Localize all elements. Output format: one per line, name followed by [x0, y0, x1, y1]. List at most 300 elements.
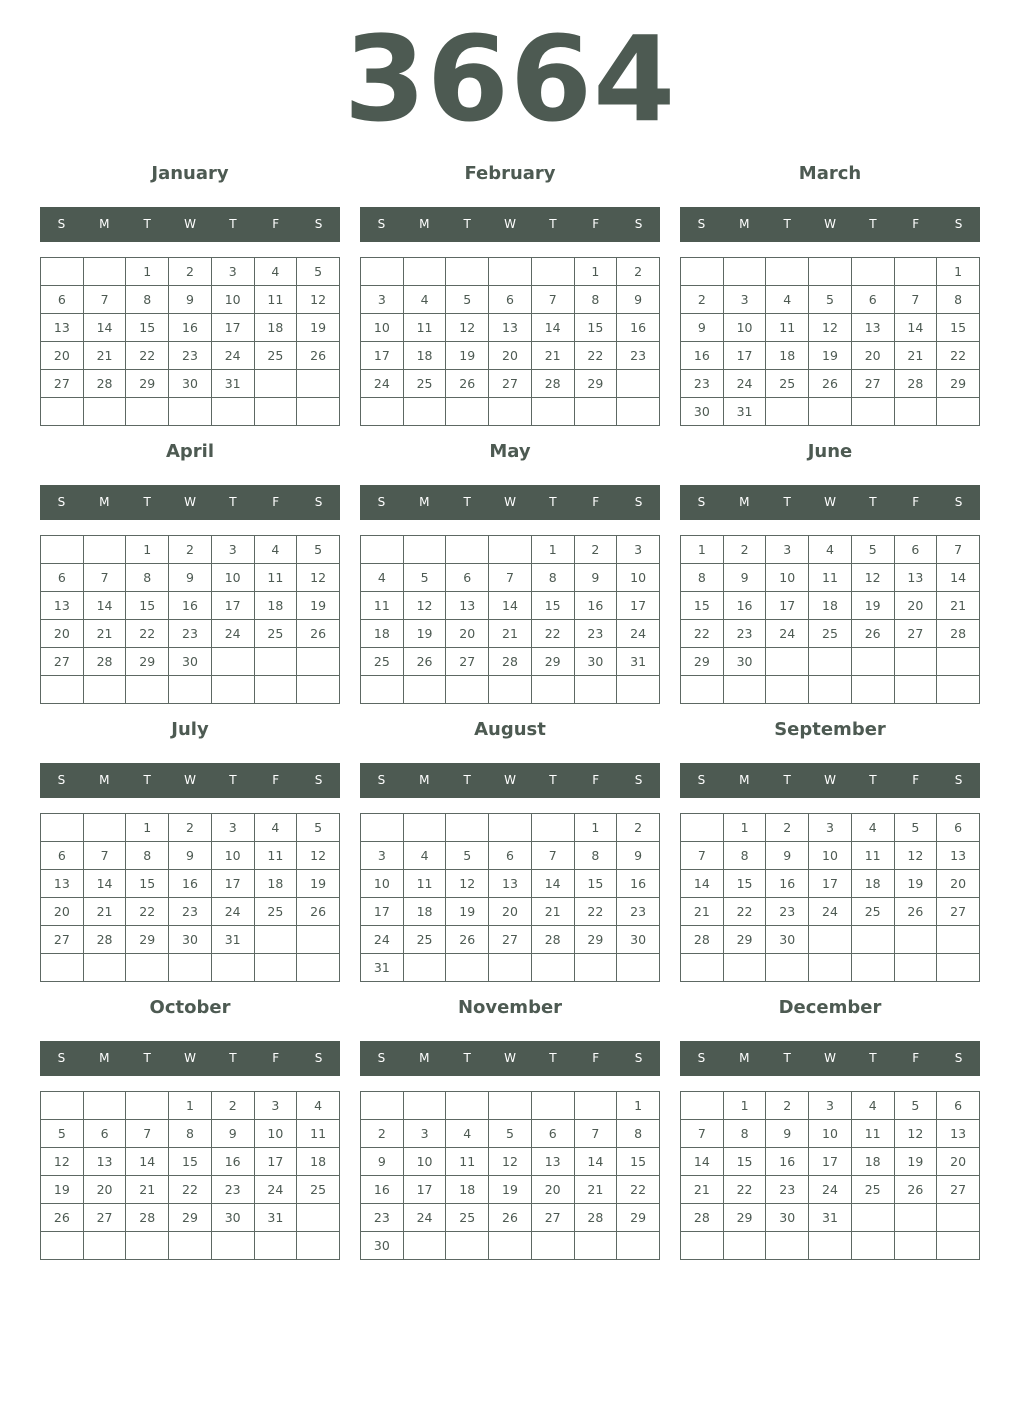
empty-day-cell — [254, 954, 297, 982]
day-cell: 10 — [809, 1120, 852, 1148]
day-cell: 30 — [169, 926, 212, 954]
empty-day-cell — [211, 676, 254, 704]
week-row — [361, 1092, 660, 1120]
day-grid — [40, 535, 340, 704]
empty-day-cell — [41, 1232, 84, 1260]
empty-day-cell — [403, 676, 446, 704]
weekday-label: F — [272, 217, 280, 231]
weekday-label: T — [463, 1051, 471, 1065]
empty-day-cell — [361, 1092, 404, 1120]
day-cell: 15 — [126, 592, 169, 620]
weekday-label: M — [419, 1051, 430, 1065]
weekday-label: T — [869, 495, 877, 509]
day-cell: 28 — [489, 648, 532, 676]
day-cell: 7 — [489, 564, 532, 592]
weekday-label: T — [463, 773, 471, 787]
empty-day-cell — [446, 398, 489, 426]
week-row — [681, 1204, 980, 1232]
empty-day-cell — [446, 676, 489, 704]
day-cell: 8 — [126, 286, 169, 314]
day-cell: 15 — [126, 314, 169, 342]
day-grid — [360, 257, 660, 426]
week-row — [681, 1176, 980, 1204]
empty-day-cell — [617, 1232, 660, 1260]
day-cell: 29 — [681, 648, 724, 676]
day-cell: 4 — [446, 1120, 489, 1148]
empty-day-cell — [446, 814, 489, 842]
day-cell: 18 — [446, 1176, 489, 1204]
day-cell: 12 — [403, 592, 446, 620]
empty-day-cell — [489, 536, 532, 564]
weekday-label: T — [143, 773, 151, 787]
day-cell: 18 — [851, 1148, 894, 1176]
day-cell: 20 — [531, 1176, 574, 1204]
day-grid — [40, 257, 340, 426]
week-row — [41, 926, 340, 954]
empty-day-cell — [403, 258, 446, 286]
weekday-header — [360, 763, 660, 798]
day-grid — [360, 1091, 660, 1260]
day-grid — [40, 813, 340, 982]
day-cell: 18 — [361, 620, 404, 648]
empty-day-cell — [681, 258, 724, 286]
weekday-label: T — [783, 1051, 791, 1065]
day-cell: 8 — [574, 286, 617, 314]
weekday-label: F — [272, 1051, 280, 1065]
empty-day-cell — [169, 1232, 212, 1260]
empty-day-cell — [169, 676, 212, 704]
day-cell: 5 — [41, 1120, 84, 1148]
weekday-label: W — [184, 773, 196, 787]
day-cell: 2 — [681, 286, 724, 314]
day-cell: 23 — [723, 620, 766, 648]
week-row — [681, 676, 980, 704]
weekday-label: T — [463, 495, 471, 509]
weekday-label: S — [377, 217, 386, 231]
week-row — [681, 620, 980, 648]
week-row — [361, 814, 660, 842]
day-cell: 9 — [766, 1120, 809, 1148]
empty-day-cell — [41, 258, 84, 286]
day-cell: 7 — [937, 536, 980, 564]
day-cell: 15 — [723, 870, 766, 898]
day-cell: 21 — [83, 620, 126, 648]
day-grid — [360, 535, 660, 704]
day-cell: 18 — [403, 342, 446, 370]
empty-day-cell — [574, 1232, 617, 1260]
weekday-label: S — [57, 1051, 66, 1065]
week-row — [361, 258, 660, 286]
day-cell: 24 — [361, 926, 404, 954]
week-row — [361, 648, 660, 676]
week-row — [681, 1148, 980, 1176]
day-cell: 12 — [851, 564, 894, 592]
day-cell: 1 — [574, 258, 617, 286]
empty-day-cell — [894, 258, 937, 286]
day-cell: 17 — [211, 314, 254, 342]
day-cell: 11 — [446, 1148, 489, 1176]
day-cell: 4 — [254, 536, 297, 564]
empty-day-cell — [617, 676, 660, 704]
week-row — [681, 1232, 980, 1260]
empty-day-cell — [361, 676, 404, 704]
day-cell: 4 — [403, 286, 446, 314]
empty-day-cell — [489, 398, 532, 426]
day-cell: 14 — [83, 314, 126, 342]
day-cell: 30 — [361, 1232, 404, 1260]
week-row — [681, 814, 980, 842]
empty-day-cell — [126, 1232, 169, 1260]
weekday-header — [360, 1041, 660, 1076]
day-cell: 5 — [851, 536, 894, 564]
day-cell: 24 — [211, 342, 254, 370]
day-cell: 5 — [894, 814, 937, 842]
day-grid — [40, 1091, 340, 1260]
weekday-label: M — [739, 1051, 750, 1065]
week-row — [681, 314, 980, 342]
day-cell: 28 — [574, 1204, 617, 1232]
empty-day-cell — [83, 814, 126, 842]
day-cell: 21 — [531, 342, 574, 370]
weekday-label: S — [954, 773, 963, 787]
day-cell: 20 — [446, 620, 489, 648]
day-cell: 23 — [169, 898, 212, 926]
day-cell: 1 — [574, 814, 617, 842]
day-cell: 25 — [403, 926, 446, 954]
day-cell: 14 — [531, 870, 574, 898]
day-grid — [680, 1091, 980, 1260]
day-cell: 27 — [83, 1204, 126, 1232]
week-row — [41, 258, 340, 286]
day-cell: 3 — [809, 814, 852, 842]
day-cell: 1 — [126, 814, 169, 842]
empty-day-cell — [41, 676, 84, 704]
day-cell: 30 — [211, 1204, 254, 1232]
day-cell: 8 — [574, 842, 617, 870]
month-name: April — [165, 441, 215, 462]
empty-day-cell — [254, 1232, 297, 1260]
day-cell: 18 — [809, 592, 852, 620]
day-cell: 21 — [489, 620, 532, 648]
weekday-label: S — [314, 495, 323, 509]
day-cell: 31 — [211, 926, 254, 954]
day-cell: 12 — [809, 314, 852, 342]
empty-day-cell — [531, 954, 574, 982]
day-cell: 18 — [297, 1148, 340, 1176]
day-cell: 5 — [403, 564, 446, 592]
empty-day-cell — [617, 954, 660, 982]
weekday-label: W — [824, 1051, 836, 1065]
empty-day-cell — [297, 1232, 340, 1260]
weekday-label: S — [377, 773, 386, 787]
day-cell: 26 — [41, 1204, 84, 1232]
week-row — [41, 314, 340, 342]
day-cell: 16 — [169, 314, 212, 342]
day-cell: 2 — [211, 1092, 254, 1120]
empty-day-cell — [489, 814, 532, 842]
week-row — [681, 926, 980, 954]
empty-day-cell — [254, 648, 297, 676]
day-cell: 24 — [254, 1176, 297, 1204]
weekday-label: S — [697, 773, 706, 787]
day-cell: 21 — [681, 898, 724, 926]
empty-day-cell — [894, 926, 937, 954]
day-cell: 25 — [254, 898, 297, 926]
empty-day-cell — [41, 954, 84, 982]
day-cell: 23 — [169, 620, 212, 648]
day-cell: 26 — [489, 1204, 532, 1232]
weekday-header — [40, 1041, 340, 1076]
empty-day-cell — [403, 954, 446, 982]
day-cell: 23 — [211, 1176, 254, 1204]
day-cell: 13 — [41, 870, 84, 898]
weekday-label: S — [634, 773, 643, 787]
day-cell: 21 — [83, 898, 126, 926]
empty-day-cell — [681, 1232, 724, 1260]
day-cell: 17 — [254, 1148, 297, 1176]
empty-day-cell — [126, 398, 169, 426]
empty-day-cell — [681, 814, 724, 842]
month-name: June — [807, 441, 853, 462]
day-cell: 17 — [361, 898, 404, 926]
day-cell: 27 — [851, 370, 894, 398]
day-cell: 17 — [211, 870, 254, 898]
day-cell: 6 — [937, 814, 980, 842]
day-cell: 13 — [446, 592, 489, 620]
week-row — [41, 814, 340, 842]
day-cell: 22 — [126, 620, 169, 648]
day-cell: 10 — [766, 564, 809, 592]
empty-day-cell — [766, 258, 809, 286]
day-cell: 19 — [297, 870, 340, 898]
day-cell: 19 — [297, 314, 340, 342]
day-cell: 11 — [361, 592, 404, 620]
weekday-label: F — [592, 1051, 600, 1065]
empty-day-cell — [531, 1092, 574, 1120]
day-cell: 31 — [361, 954, 404, 982]
day-cell: 10 — [211, 286, 254, 314]
day-grid — [680, 257, 980, 426]
day-cell: 12 — [446, 314, 489, 342]
day-cell: 26 — [894, 1176, 937, 1204]
day-cell: 10 — [723, 314, 766, 342]
day-cell: 16 — [617, 314, 660, 342]
day-cell: 21 — [531, 898, 574, 926]
day-cell: 22 — [574, 342, 617, 370]
day-cell: 21 — [126, 1176, 169, 1204]
day-cell: 22 — [126, 898, 169, 926]
day-cell: 8 — [169, 1120, 212, 1148]
empty-day-cell — [766, 954, 809, 982]
day-cell: 3 — [211, 258, 254, 286]
day-cell: 8 — [531, 564, 574, 592]
empty-day-cell — [489, 954, 532, 982]
day-cell: 23 — [169, 342, 212, 370]
empty-day-cell — [41, 398, 84, 426]
weekday-label: W — [504, 773, 516, 787]
day-cell: 4 — [403, 842, 446, 870]
day-grid — [680, 535, 980, 704]
day-cell: 2 — [766, 1092, 809, 1120]
day-cell: 3 — [766, 536, 809, 564]
week-row — [41, 286, 340, 314]
day-cell: 10 — [361, 870, 404, 898]
empty-day-cell — [894, 398, 937, 426]
day-cell: 24 — [809, 898, 852, 926]
day-cell: 24 — [361, 370, 404, 398]
day-cell: 2 — [617, 814, 660, 842]
weekday-label: M — [739, 217, 750, 231]
weekday-label: T — [869, 773, 877, 787]
empty-day-cell — [254, 370, 297, 398]
empty-day-cell — [723, 1232, 766, 1260]
day-cell: 16 — [723, 592, 766, 620]
day-cell: 13 — [851, 314, 894, 342]
week-row — [361, 592, 660, 620]
week-row — [41, 870, 340, 898]
week-row — [681, 842, 980, 870]
weekday-label: W — [184, 495, 196, 509]
day-cell: 8 — [126, 564, 169, 592]
empty-day-cell — [531, 258, 574, 286]
day-cell: 8 — [723, 1120, 766, 1148]
week-row — [41, 1148, 340, 1176]
weekday-label: T — [463, 217, 471, 231]
week-row — [361, 1148, 660, 1176]
empty-day-cell — [297, 648, 340, 676]
empty-day-cell — [361, 536, 404, 564]
day-cell: 29 — [126, 648, 169, 676]
weekday-label: M — [739, 495, 750, 509]
week-row — [361, 898, 660, 926]
day-cell: 26 — [446, 926, 489, 954]
empty-day-cell — [681, 954, 724, 982]
empty-day-cell — [403, 398, 446, 426]
day-cell: 3 — [254, 1092, 297, 1120]
day-cell: 22 — [723, 898, 766, 926]
empty-day-cell — [446, 1092, 489, 1120]
day-cell: 23 — [681, 370, 724, 398]
weekday-label: S — [697, 217, 706, 231]
day-cell: 10 — [254, 1120, 297, 1148]
empty-day-cell — [489, 1232, 532, 1260]
empty-day-cell — [361, 258, 404, 286]
day-cell: 28 — [83, 926, 126, 954]
day-cell: 25 — [297, 1176, 340, 1204]
day-cell: 20 — [894, 592, 937, 620]
week-row — [41, 842, 340, 870]
empty-day-cell — [531, 814, 574, 842]
day-cell: 22 — [723, 1176, 766, 1204]
day-cell: 12 — [297, 564, 340, 592]
day-cell: 9 — [574, 564, 617, 592]
empty-day-cell — [83, 398, 126, 426]
weekday-label: T — [143, 217, 151, 231]
empty-day-cell — [297, 1204, 340, 1232]
day-cell: 23 — [574, 620, 617, 648]
day-cell: 26 — [809, 370, 852, 398]
week-row — [361, 286, 660, 314]
day-cell: 19 — [403, 620, 446, 648]
day-cell: 25 — [254, 620, 297, 648]
weekday-label: F — [912, 773, 920, 787]
month-name: August — [474, 719, 546, 740]
weekday-label: S — [634, 1051, 643, 1065]
weekday-label: M — [99, 773, 110, 787]
day-cell: 13 — [41, 592, 84, 620]
day-cell: 6 — [489, 286, 532, 314]
weekday-label: M — [739, 773, 750, 787]
day-cell: 12 — [489, 1148, 532, 1176]
empty-day-cell — [574, 1092, 617, 1120]
month-name: March — [798, 163, 862, 184]
day-cell: 30 — [681, 398, 724, 426]
day-cell: 9 — [361, 1148, 404, 1176]
weekday-header — [680, 485, 980, 520]
empty-day-cell — [254, 398, 297, 426]
weekday-label: F — [592, 495, 600, 509]
day-cell: 11 — [254, 842, 297, 870]
day-cell: 14 — [681, 870, 724, 898]
empty-day-cell — [851, 258, 894, 286]
day-cell: 11 — [809, 564, 852, 592]
empty-day-cell — [894, 648, 937, 676]
day-cell: 11 — [766, 314, 809, 342]
day-cell: 23 — [361, 1204, 404, 1232]
weekday-label: S — [314, 217, 323, 231]
day-cell: 16 — [211, 1148, 254, 1176]
day-cell: 17 — [211, 592, 254, 620]
day-cell: 13 — [489, 314, 532, 342]
week-row — [361, 1204, 660, 1232]
day-cell: 31 — [254, 1204, 297, 1232]
day-cell: 3 — [809, 1092, 852, 1120]
empty-day-cell — [851, 398, 894, 426]
day-cell: 19 — [809, 342, 852, 370]
empty-day-cell — [574, 398, 617, 426]
day-cell: 1 — [723, 814, 766, 842]
day-cell: 16 — [617, 870, 660, 898]
empty-day-cell — [681, 676, 724, 704]
day-cell: 11 — [297, 1120, 340, 1148]
day-cell: 5 — [446, 842, 489, 870]
weekday-label: F — [592, 217, 600, 231]
day-cell: 7 — [531, 286, 574, 314]
empty-day-cell — [211, 648, 254, 676]
day-cell: 4 — [766, 286, 809, 314]
empty-day-cell — [297, 926, 340, 954]
day-cell: 27 — [894, 620, 937, 648]
empty-day-cell — [937, 1204, 980, 1232]
empty-day-cell — [126, 954, 169, 982]
day-cell: 21 — [83, 342, 126, 370]
day-cell: 7 — [681, 1120, 724, 1148]
day-cell: 2 — [766, 814, 809, 842]
day-cell: 14 — [937, 564, 980, 592]
weekday-label: S — [954, 495, 963, 509]
day-cell: 18 — [254, 592, 297, 620]
empty-day-cell — [41, 1092, 84, 1120]
day-cell: 5 — [297, 258, 340, 286]
weekday-label: S — [377, 1051, 386, 1065]
day-cell: 1 — [169, 1092, 212, 1120]
day-cell: 29 — [531, 648, 574, 676]
week-row — [361, 342, 660, 370]
day-cell: 17 — [809, 870, 852, 898]
day-cell: 2 — [169, 258, 212, 286]
day-cell: 4 — [361, 564, 404, 592]
weekday-label: F — [912, 1051, 920, 1065]
